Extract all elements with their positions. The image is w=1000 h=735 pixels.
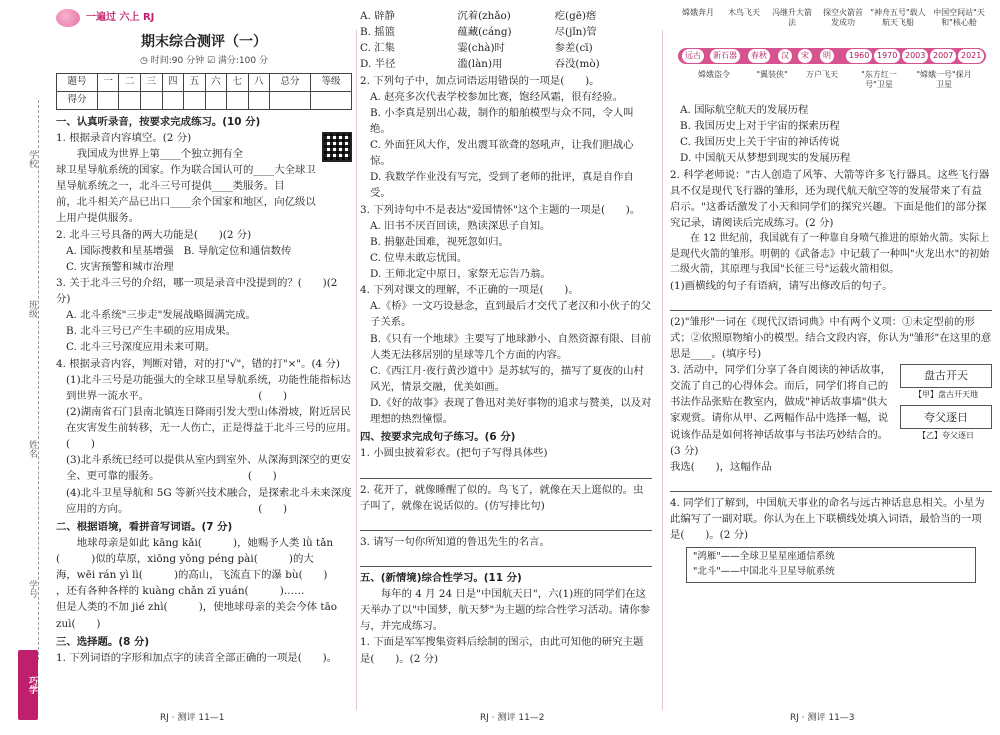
couplet-box xyxy=(686,547,976,582)
exam-title: 期末综合测评（一） xyxy=(141,34,267,50)
option-cell: 滥(làn)用 xyxy=(457,58,503,71)
option[interactable]: B. 北斗三号已产生丰硕的应用成果。 xyxy=(66,325,237,338)
question: 4. 同学们了解到，中国航天事业的命名与远古神话息息相关。小星为此编写了一副对联。你认为在上下联横线处填入词语，最恰当的一项是( )。(2 分) xyxy=(670,496,985,542)
paragraph: 每年的 4 月 24 日是"中国航天日"，六(1)班的同学们在这天举办了以"中国梦，航天梦"为主题的综合性学习活动。请你参与，并完成练习。 xyxy=(360,588,651,633)
timeline-node: 新石器 xyxy=(710,49,740,63)
judgement-item[interactable]: (1)北斗三号是功能强大的全球卫星导航系统，功能性能指标达到世界一流水平。 ( ) xyxy=(66,373,351,402)
question: (2)"雏形"一词在《现代汉语词典》中有两个义项：①未定型前的形式；②依照原物缩小的模型。结合文段内容，你认为"雏形"在这里的意思是____。(填序号) xyxy=(670,315,992,360)
question: 1. 下面是军军搜集资料后绘制的图示，由此可知他的研究主题是( )。(2 分) xyxy=(360,636,644,665)
question: 3. 关于北斗三号的介绍，哪一项是录音中没提到的？( )(2 分) xyxy=(56,276,338,305)
option-row[interactable] xyxy=(360,8,652,24)
research-record: 在 12 世纪前，我国就有了一种靠自身喷气推进的原始火箭。实际上是现代火箭的雏形。明朝的《武备志》中记载了一种叫"火龙出水"的初始二级火箭，其原理与我国"长征三号"运载火箭相似。 xyxy=(670,233,990,275)
couplet-line: "北斗"——中国北斗卫星导航系统 xyxy=(693,565,835,577)
option-cell: 参差(cī) xyxy=(554,42,593,55)
cut-line xyxy=(38,100,39,660)
timeline-node: 汉 xyxy=(778,49,792,63)
calligraphy-samples xyxy=(900,364,992,447)
option-row[interactable] xyxy=(360,24,652,40)
score-header-cell: 五 xyxy=(184,73,206,91)
section-heading: 三、选择题。(8 分) xyxy=(56,635,150,648)
page-footer: RJ · 测评 11—3 xyxy=(790,713,855,723)
option-row[interactable] xyxy=(360,40,652,56)
option-cell: 尽(jǐn)管 xyxy=(554,26,597,39)
timeline-node: 春秋 xyxy=(748,49,770,63)
timeline-label: 探空火箭首发成功 xyxy=(823,8,863,27)
timeline-node: 1960 xyxy=(846,49,872,63)
question: 1. 小圆虫披着彩衣。(把句子写得具体些) xyxy=(360,447,548,460)
side-label-class: 班级 xyxy=(26,300,37,318)
timeline-node: 1970 xyxy=(874,49,900,63)
timeline-node: 2007 xyxy=(930,49,956,63)
pinyin-line[interactable]: 海，wēi rán yì lì( )的高山，飞流直下的瀑 bù( ) xyxy=(56,569,328,582)
timeline-node: 远古 xyxy=(682,49,704,63)
timeline-label: 木鸟飞天 xyxy=(728,8,760,17)
option-cell: D. 半径 xyxy=(360,58,396,71)
option[interactable]: A.《桥》一文巧设悬念，直到最后才交代了老汉和小伙子的父子关系。 xyxy=(370,300,651,329)
timeline-label: "翼装侠" xyxy=(756,70,788,79)
score-cell[interactable] xyxy=(97,91,119,109)
section-heading: 五、(新情境)综合性学习。(11 分) xyxy=(360,571,522,584)
score-header-cell: 三 xyxy=(140,73,162,91)
timeline-label: "嫦娥一号"探月卫星 xyxy=(916,70,972,89)
section-heading: 四、按要求完成句子练习。(6 分) xyxy=(360,431,516,444)
score-cell[interactable] xyxy=(270,91,311,109)
fill-line: 我国成为世界上第____个独立拥有全 xyxy=(76,147,244,160)
qr-code-icon[interactable] xyxy=(322,132,352,162)
score-row-label: 得分 xyxy=(57,91,98,109)
question: 1. 根据录音内容填空。(2 分) xyxy=(56,131,192,144)
exam-meta: ◷ 时间:90 分钟 ☑ 满分:100 分 xyxy=(140,55,268,66)
score-cell[interactable] xyxy=(140,91,162,109)
option-cell: 霎(chà)时 xyxy=(457,42,505,55)
answer-line[interactable] xyxy=(670,478,992,492)
score-cell[interactable] xyxy=(248,91,270,109)
option[interactable]: A. 北斗系统"三步走"发展战略圆满完成。 xyxy=(66,309,256,322)
calligraphy-b-caption: 【乙】夸父逐日 xyxy=(918,431,974,441)
option-cell: A. 辟静 xyxy=(360,10,395,22)
question: 3. 下列诗句中不是表达"爱国情怀"这个主题的一项是( )。 xyxy=(360,203,641,216)
option[interactable]: D. 我数学作业没有写完，受到了老师的批评，真是自作自受。 xyxy=(370,171,634,200)
timeline-node: 2003 xyxy=(902,49,928,63)
side-label-school: 学校 xyxy=(26,150,37,168)
option[interactable]: D.《好的故事》表现了鲁迅对美好事物的追求与赞美，以及对理想的热烈憧憬。 xyxy=(370,397,652,426)
fill-line: 球卫星导航系统的国家。作为联合国认可的____大全球卫 xyxy=(56,164,316,176)
option[interactable]: B. 导航定位和通信数传 xyxy=(183,244,292,257)
answer-line[interactable] xyxy=(360,553,652,567)
pinyin-line[interactable]: ，还有各种各样的 kuàng chǎn zī yuán( )…… xyxy=(56,585,305,598)
side-label-name: 姓名 xyxy=(26,440,37,458)
option[interactable]: C. 北斗三号深度应用未来可期。 xyxy=(66,341,216,354)
question: 2. 科学老师说："古人创造了风筝、大箭等许多飞行器具。这些飞行器具不仅是现代飞行器的雏形，还为现代航天航空等的发展带来了有益启示。"这番话激发了小天和同学们的探究兴趣。下面是他们的部分探究记录，请阅读后完成练习。(2 分) xyxy=(670,168,990,229)
option[interactable]: C. 灾害预警和城市治理 xyxy=(66,260,174,273)
option[interactable]: B. 我国历史上对于宇宙的探索历程 xyxy=(680,120,840,133)
score-cell[interactable] xyxy=(227,91,249,109)
score-header-cell: 二 xyxy=(119,73,141,91)
score-header-cell: 七 xyxy=(227,73,249,91)
option[interactable]: A. 国际航空航天的发展历程 xyxy=(680,104,809,116)
score-header-cell: 八 xyxy=(248,73,270,91)
option[interactable]: C. 位卑未敢忘忧国。 xyxy=(370,251,468,264)
option-row[interactable] xyxy=(360,56,652,72)
question: 2. 花开了，就像睡醒了似的。鸟飞了，就像在天上逛似的。虫子叫了，就像在说话似的。(仿写排比句) xyxy=(360,483,644,512)
section-heading: 一、认真听录音，按要求完成练习。(10 分) xyxy=(56,115,261,128)
flower-logo-icon xyxy=(56,9,80,27)
option-cell: 蕴藏(cáng) xyxy=(457,26,512,39)
side-label-id: 学号 xyxy=(26,580,37,598)
score-cell[interactable] xyxy=(311,91,352,109)
fill-line: 上用户提供服务。 xyxy=(56,212,140,225)
answer-line[interactable] xyxy=(670,297,992,311)
question: 2. 下列句子中，加点词语运用错误的一项是( )。 xyxy=(360,74,600,87)
score-table-score-row xyxy=(57,91,352,109)
column-divider xyxy=(662,30,663,710)
timeline-label: 万户飞天 xyxy=(806,70,838,79)
page-footer: RJ · 测评 11—2 xyxy=(480,713,545,723)
brand-text: 一遍过 六上 RJ xyxy=(86,12,155,24)
page-2 xyxy=(360,8,652,708)
judgement-item[interactable]: (2)湖南省石门县南北镇连日降雨引发大型山体滑坡，附近居民在灾害发生前转移，无一人伤亡，正是得益于北斗三号的应用。 ( ) xyxy=(66,405,508,451)
pinyin-line[interactable]: 但是人类的不加 jié zhì( )，使地球母亲的美会今体 tāo zuì( ) xyxy=(56,601,338,630)
question: 4. 根据录音内容，判断对错，对的打"√"，错的打"×"。(4 分) xyxy=(56,357,340,370)
column-divider xyxy=(356,30,357,710)
score-header-cell: 题号 xyxy=(57,73,98,91)
score-header-cell: 等级 xyxy=(311,73,352,91)
timeline-label: 嫦娥奔月 xyxy=(682,8,714,17)
timeline-node: 明 xyxy=(820,49,834,63)
option[interactable]: B.《只有一个地球》主要写了地球渺小、自然资源有限、目前人类无法移居别的星球等几个方面的内容。 xyxy=(370,332,652,361)
timeline-label: "神舟五号"载人航天飞船 xyxy=(870,8,926,27)
option-cell: 沉着(zhǎo) xyxy=(457,10,511,22)
option-cell: 吞没(mò) xyxy=(554,58,600,71)
option-row xyxy=(66,243,352,259)
calligraphy-b-image: 夸父逐日 xyxy=(900,405,992,429)
option-cell: B. 摇篮 xyxy=(360,26,396,39)
pinyin-line[interactable]: 地球母亲是如此 kāng kǎi( )，她赐予人类 lǜ tǎn xyxy=(76,536,334,549)
timeline-label: 冯继升大箭法 xyxy=(772,8,812,27)
brand-badge: 巧学 xyxy=(18,650,38,720)
option[interactable]: C. 我国历史上关于宇宙的神话传说 xyxy=(680,136,840,149)
score-cell[interactable] xyxy=(119,91,141,109)
timeline-label: 中国空间站"天和"核心舱 xyxy=(933,8,985,27)
question: 2. 北斗三号具备的两大功能是( )(2 分) xyxy=(56,228,252,241)
option-cell: C. 汇集 xyxy=(360,42,395,55)
question: 3. 活动中，同学们分享了各自阅读的神话故事，交流了自己的心得体会。而后，同学们将自己的书法作品张贴在教室内，做成"神话故事墙"供大家观赏。请你从甲、乙两幅作品中选择一幅，说说该作品是如何将神话故事与书法巧妙结合的。(3 分) xyxy=(670,364,892,457)
score-table-header-row xyxy=(57,73,352,91)
option[interactable]: A. 旧书不厌百回读，熟读深思子自知。 xyxy=(370,219,551,232)
section-heading: 二、根据语境，看拼音写词语。(7 分) xyxy=(56,520,233,533)
calligraphy-a-image: 盘古开天 xyxy=(900,364,992,388)
question: 4. 下列对课文的理解，不正确的一项是( )。 xyxy=(360,284,579,297)
page-footer: RJ · 测评 11—1 xyxy=(160,713,225,723)
timeline-node: 宋 xyxy=(798,49,812,63)
answer-prompt[interactable]: 我选( )，这幅作品 xyxy=(670,460,772,473)
space-timeline-diagram xyxy=(670,8,992,100)
question: 1. 下列词语的字形和加点字的读音全部正确的一项是( )。 xyxy=(56,651,338,664)
score-header-cell: 一 xyxy=(97,73,119,91)
judgement-item[interactable]: (3)北斗系统已经可以提供从室内到室外、从深海到深空的更安全、更可靠的服务。 ( ) xyxy=(66,454,351,483)
option[interactable]: C.《西江月·夜行黄沙道中》是苏轼写的，描写了夏夜的山村风光，情景交融，优美如画。 xyxy=(370,364,644,393)
fill-line: 星导航系统之一，北斗三号可提供____类服务。目 xyxy=(56,180,285,193)
option[interactable]: D. 中国航天从梦想到现实的发展历程 xyxy=(680,152,851,165)
calligraphy-a-caption: 【甲】盘古开天地 xyxy=(914,390,978,399)
score-cell[interactable] xyxy=(205,91,227,109)
option-cell: 疙(gē)瘩 xyxy=(554,10,597,22)
page-3 xyxy=(670,8,992,708)
question: (1)画横线的句子有语病，请写出修改后的句子。 xyxy=(670,279,893,292)
timeline-label: "东方红一号"卫星 xyxy=(861,70,897,89)
score-cell[interactable] xyxy=(162,91,184,109)
brand-header xyxy=(56,8,352,28)
score-cell[interactable] xyxy=(184,91,206,109)
option[interactable]: B. 捐躯赴国难，视死忽如归。 xyxy=(370,235,509,248)
score-header-cell: 四 xyxy=(162,73,184,91)
option[interactable]: D. 王师北定中原日，家祭无忘告乃翁。 xyxy=(370,268,551,280)
option[interactable]: C. 外面狂风大作，发出震耳欲聋的怒吼声，让我们胆战心惊。 xyxy=(370,139,634,168)
score-table xyxy=(56,73,352,110)
score-header-cell: 总分 xyxy=(270,73,311,91)
pinyin-line[interactable]: ( )似的草原，xiōng yǒng péng pài( )的大 xyxy=(56,553,314,565)
timeline-label: 嫦娥盗令 xyxy=(698,70,730,79)
fill-line: 前，北斗相关产品已出口____余个国家和地区，向亿级以 xyxy=(56,196,316,209)
judgement-item[interactable]: (4)北斗卫星导航和 5G 等新兴技术融合，是探索北斗未来深度应用的方向。 ( ) xyxy=(66,486,352,515)
option[interactable]: A. 赵亮多次代表学校参加比赛，饱经风霜，很有经验。 xyxy=(370,90,624,103)
question: 3. 请写一句你所知道的鲁迅先生的名言。 xyxy=(360,535,550,548)
option[interactable]: B. 小李真是别出心裁，制作的船舶模型与众不同，令人叫绝。 xyxy=(370,106,634,135)
answer-line[interactable] xyxy=(360,517,652,531)
binding-strip xyxy=(0,0,54,735)
answer-line[interactable] xyxy=(360,465,652,479)
timeline-node: 2021 xyxy=(958,49,984,63)
option[interactable]: A. 国际搜救和星基增强 xyxy=(66,244,174,257)
score-header-cell: 六 xyxy=(205,73,227,91)
couplet-line: "鸿雁"——全球卫星星座通信系统 xyxy=(693,551,835,563)
